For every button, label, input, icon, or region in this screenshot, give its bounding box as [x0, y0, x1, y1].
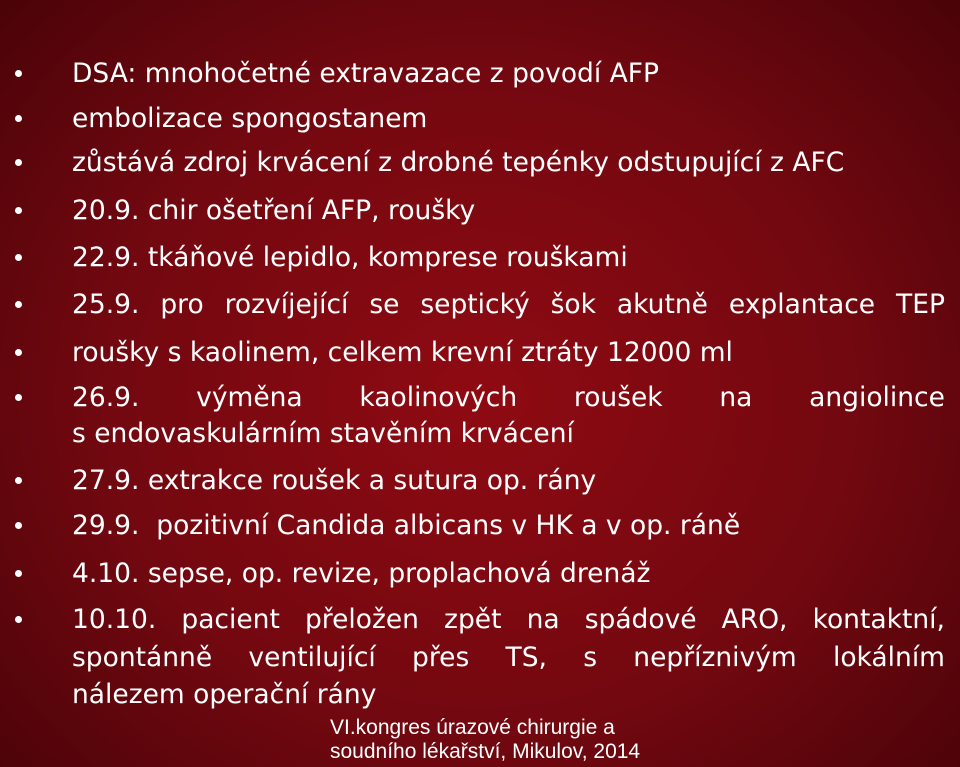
bullet-dot-icon: [15, 477, 22, 484]
footer-line: soudního lékařství, Mikulov, 2014: [330, 740, 641, 763]
bullet-dot-icon: [15, 349, 22, 356]
bullet-dot-icon: [15, 70, 22, 77]
bullet-text: embolizace spongostanem: [72, 103, 428, 134]
bullet-text: 22.9. tkáňové lepidlo, komprese rouškami: [72, 242, 628, 273]
bullet-text: roušky s kaolinem, celkem krevní ztráty 12000 ml: [72, 337, 733, 368]
footer-conference: [330, 716, 670, 764]
bullet-text: 26.9. výměna kaolinových roušek na angiolince: [72, 382, 945, 413]
bullet-dot-icon: [15, 394, 22, 401]
bullet-dot-icon: [15, 254, 22, 261]
bullet-text-continuation: nálezem operační rány: [72, 679, 377, 710]
bullet-text: 29.9. pozitivní Candida albicans v HK a v op. ráně: [72, 510, 741, 541]
bullet-text: 25.9. pro rozvíjející se septický šok akutně explantace TEP: [72, 289, 945, 320]
bullet-text-continuation: spontánně ventilující přes TS, s nepříznivým lokálním: [72, 642, 945, 673]
bullet-text: 27.9. extrakce roušek a sutura op. rány: [72, 465, 597, 496]
bullet-text: zůstává zdroj krvácení z drobné tepénky odstupující z AFC: [72, 147, 845, 178]
footer-line: VI.kongres úrazové chirurgie a: [330, 716, 615, 739]
bullet-dot-icon: [15, 570, 22, 577]
bullet-text: 4.10. sepse, op. revize, proplachová drenáž: [72, 558, 651, 589]
bullet-dot-icon: [15, 207, 22, 214]
bullet-dot-icon: [15, 301, 22, 308]
bullet-dot-icon: [15, 159, 22, 166]
bullet-text-continuation: s endovaskulárním stavěním krvácení: [72, 418, 574, 449]
bullet-dot-icon: [15, 522, 22, 529]
bullet-text: DSA: mnohočetné extravazace z povodí AFP: [72, 58, 659, 89]
bullet-text: 10.10. pacient přeložen zpět na spádové ARO, kontaktní,: [72, 604, 945, 635]
bullet-dot-icon: [15, 115, 22, 122]
bullet-text: 20.9. chir ošetření AFP, roušky: [72, 195, 476, 226]
bullet-dot-icon: [15, 616, 22, 623]
